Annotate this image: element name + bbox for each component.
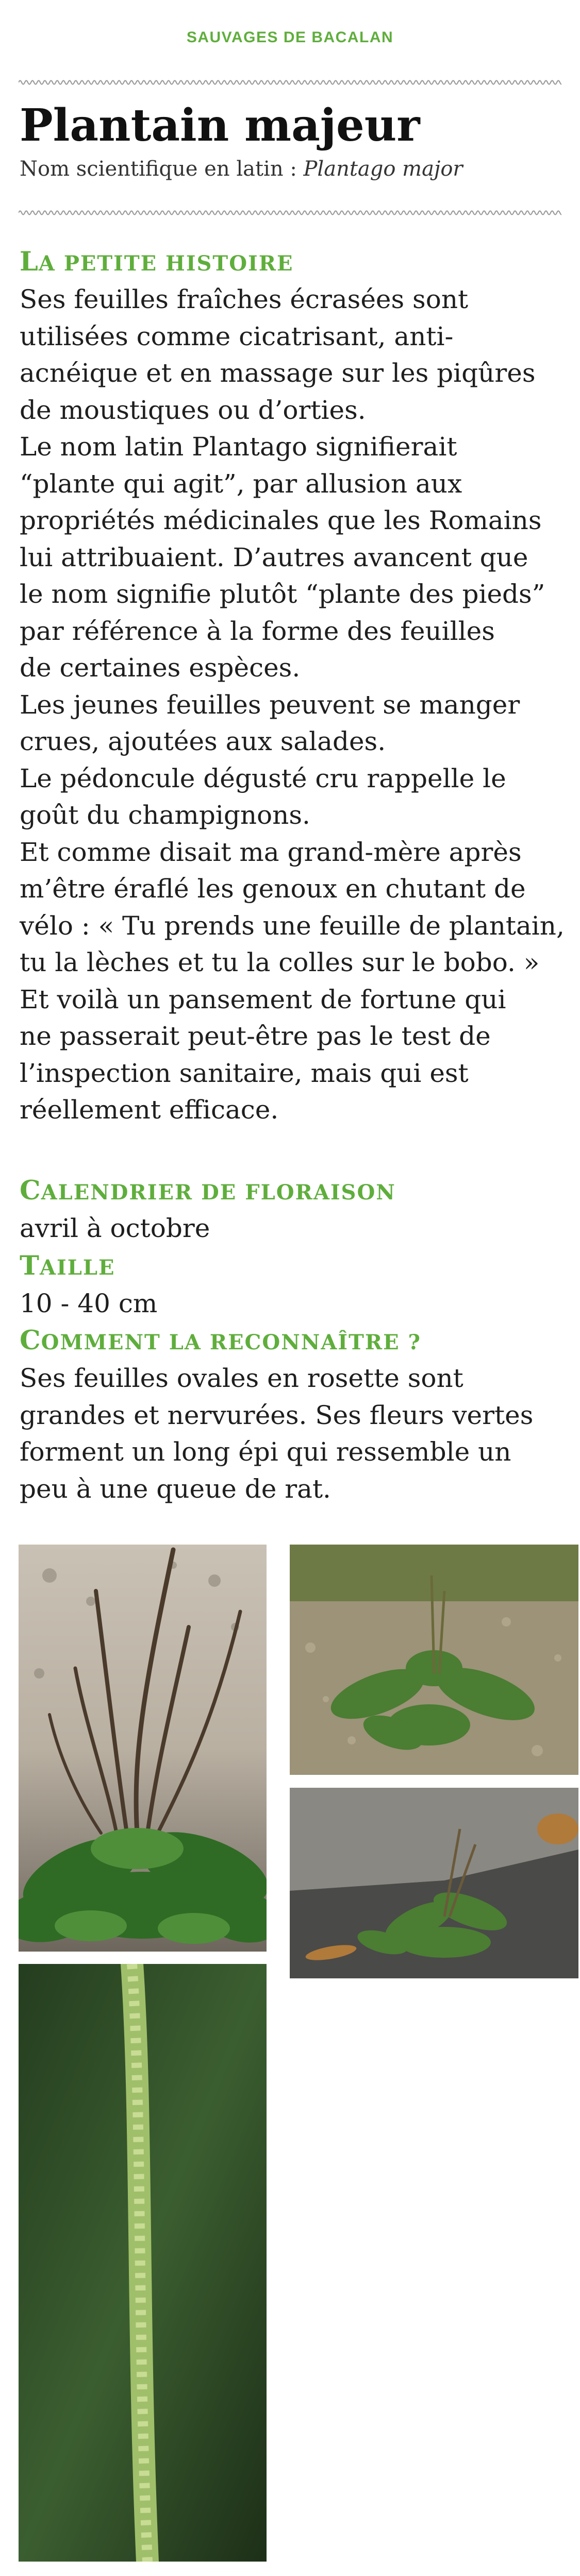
latin-name: Plantago major [303, 157, 463, 181]
history-line: réellement efficace. [20, 1095, 279, 1125]
page-title: Plantain majeur [20, 99, 420, 151]
history-line: acnéique et en massage sur les piqûres [20, 358, 536, 388]
recognize-text [20, 1360, 566, 1507]
history-line: propriétés médicinales que les Romains [20, 505, 542, 535]
photo-plantain-rosette [290, 1545, 578, 1775]
size-value: 10 - 40 cm [20, 1288, 158, 1318]
history-line: Et comme disait ma grand-mère après [20, 837, 522, 867]
history-line: le nom signifie plutôt “plante des pieds” [20, 579, 545, 609]
bottom-wavy-divider [19, 208, 561, 218]
history-line: Les jeunes feuilles peuvent se manger [20, 689, 520, 720]
flowering-heading: CALENDRIER DE FLORAISON [20, 1175, 396, 1206]
history-line: tu la lèches et tu la colles sur le bobo. » [20, 947, 540, 977]
history-line: de certaines espèces. [20, 653, 301, 683]
latin-prefix: Nom scientifique en latin : [20, 157, 297, 181]
photo-plantain-curb [290, 1788, 578, 1978]
recognize-line: peu à une queue de rat. [20, 1473, 331, 1504]
history-line: crues, ajoutées aux salades. [20, 726, 386, 756]
history-section [20, 244, 566, 1129]
history-line: ne passerait peut-être pas le test de [20, 1021, 491, 1051]
photo-plantain-spike-closeup [19, 1964, 267, 2562]
history-line: par référence à la forme des feuilles [20, 616, 495, 646]
history-line: l’inspection sanitaire, mais qui est [20, 1058, 469, 1088]
photo-plantain-spikes [19, 1545, 267, 1952]
history-heading: LA PETITE HISTOIRE [20, 246, 294, 277]
history-line: vélo : « Tu prends une feuille de plantain, [20, 910, 565, 941]
history-line: Le nom latin Plantago signifierait [20, 432, 457, 462]
history-line: utilisées comme cicatrisant, anti- [20, 321, 454, 351]
history-line: de moustiques ou d’orties. [20, 395, 366, 425]
header-label: SAUVAGES DE BACALAN [186, 29, 394, 46]
recognize-line: grandes et nervurées. Ses fleurs vertes [20, 1400, 534, 1430]
flowering-value: avril à octobre [20, 1213, 210, 1243]
history-text [20, 281, 566, 1129]
history-line: “plante qui agit”, par allusion aux [20, 468, 462, 499]
size-heading: TAILLE [20, 1250, 115, 1281]
history-line: Ses feuilles fraîches écrasées sont [20, 284, 469, 314]
history-line: goût du champignons. [20, 800, 310, 830]
history-line: lui attribuaient. D’autres avancent que [20, 542, 528, 572]
recognize-line: Ses feuilles ovales en rosette sont [20, 1363, 463, 1393]
flowering-section [20, 1173, 566, 1507]
recognize-line: forment un long épi qui ressemble un [20, 1437, 511, 1467]
top-wavy-divider [19, 77, 561, 88]
history-line: Et voilà un pansement de fortune qui [20, 984, 506, 1014]
history-line: m’être éraflé les genoux en chutant de [20, 874, 526, 904]
recognize-heading: COMMENT LA RECONNAÎTRE ? [20, 1325, 421, 1356]
history-line: Le pédoncule dégusté cru rappelle le [20, 763, 506, 793]
latin-name-line [20, 157, 463, 181]
